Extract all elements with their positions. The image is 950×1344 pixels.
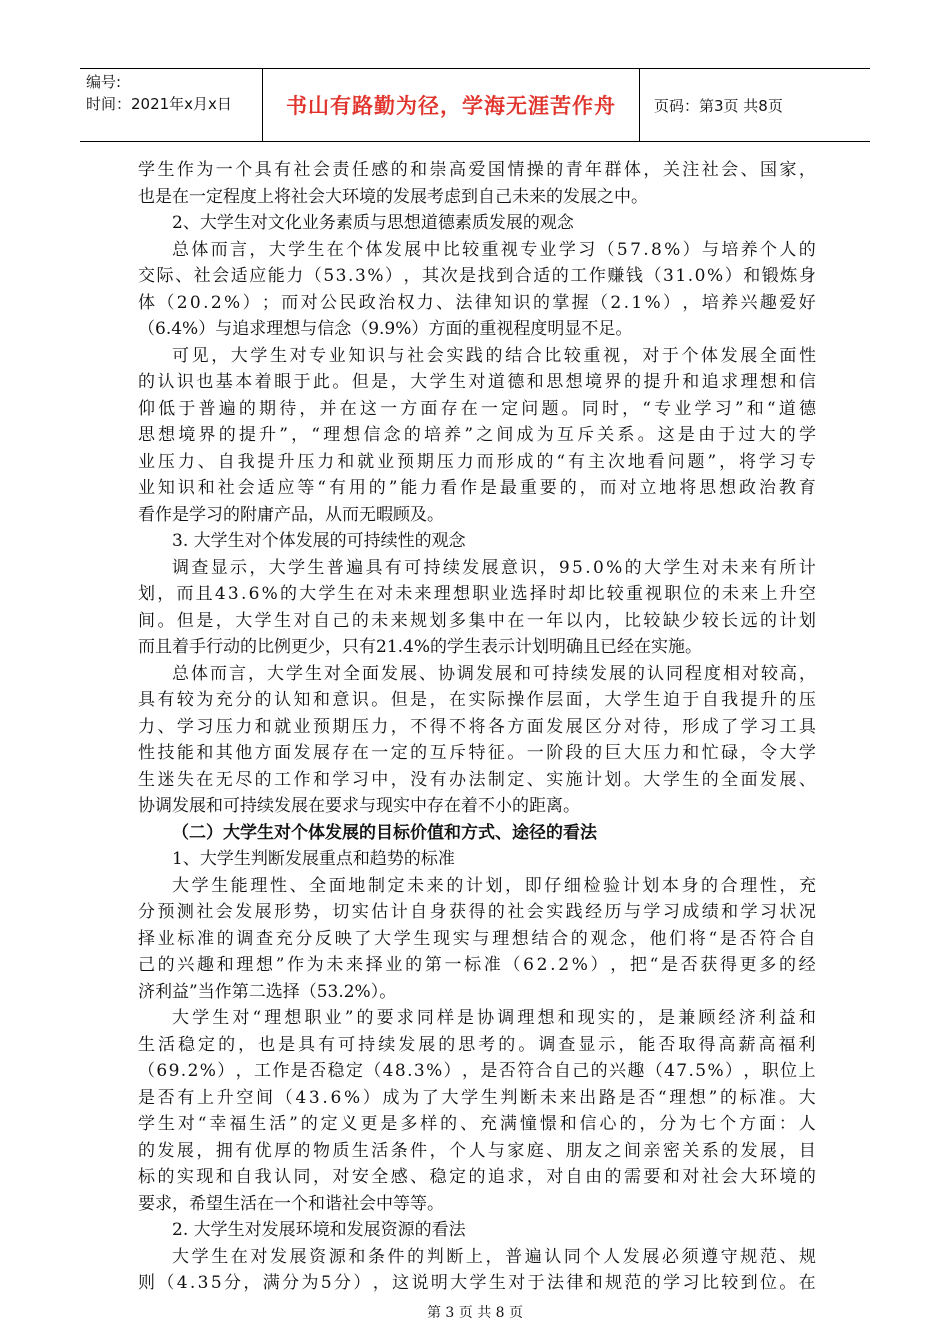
header-page-number: 页码：第3页 共8页 bbox=[654, 96, 783, 115]
text-line: 可 见 ， 大 学 生 对 专 业 知 识 与 社 会 实 践 的 结 合 比 较 重 视 ， 对 于 个 体 发 展 全 面 性 bbox=[172, 345, 816, 366]
text-line: 学 生 作 为 一 个 具 有 社 会 责 任 感 的 和 崇 高 爱 国 情 操 的 青 年 群 体 ， 关 注 社 会 、 国 家 ， bbox=[138, 160, 816, 180]
page-header bbox=[80, 68, 870, 142]
doc-number-label: 编号: bbox=[86, 73, 122, 91]
text-line: 间 。 但 是 ， 大 学 生 对 自 己 的 未 来 规 划 多 集 中 在 一 年 以 内 ， 比 较 缺 少 较 长 远 的 计 划 bbox=[138, 610, 816, 631]
text-line: 仰 低 于 普 遍 的 期 待 ， 并 在 这 一 方 面 存 在 一 定 问 题 。 同 时 ， “ 专 业 学 习 ” 和 “ 道 德 bbox=[138, 398, 816, 419]
section-heading: 1、大学生判断发展重点和趋势的标准 bbox=[172, 849, 455, 869]
text-line: 的 发 展 ， 拥 有 优 厚 的 物 质 生 活 条 件 ， 个 人 与 家 庭 、 朋 友 之 间 亲 密 关 系 的 发 展 ， 目 bbox=[138, 1140, 816, 1161]
text-line: （ 6 9 . 2 % ） ， 工 作 是 否 稳 定 （ 4 8 . 3 % ） ， 是 否 符 合 自 己 的 兴 趣 （ 4 7 . 5 % ） ， 职 位 上 bbox=[138, 1061, 816, 1081]
text-line: 分 预 测 社 会 发 展 形 势 ， 切 实 估 计 自 身 获 得 的 社 会 实 践 经 历 与 学 习 成 绩 和 学 习 状 况 bbox=[138, 902, 816, 922]
text-line: 而且着手行动的比例更少，只有21.4%的学生表示计划明确且已经在实施。 bbox=[138, 637, 703, 657]
text-line: 具 有 较 为 充 分 的 认 知 和 意 识 。 但 是 ， 在 实 际 操 作 层 面 ， 大 学 生 迫 于 自 我 提 升 的 压 bbox=[138, 690, 816, 710]
text-line: （6.4%）与追求理想与信念（9.9%）方面的重视程度明显不足。 bbox=[138, 319, 633, 339]
text-line: 体 （ 2 0 . 2 % ） ； 而 对 公 民 政 治 权 力 、 法 律 知 识 的 掌 握 （ 2 . 1 % ） ， 培 养 兴 趣 爱 好 bbox=[138, 292, 816, 313]
text-line: 生 活 稳 定 的 ， 也 是 具 有 可 持 续 发 展 的 思 考 的 。 调 查 显 示 ， 能 否 取 得 高 薪 高 福 利 bbox=[138, 1034, 816, 1055]
text-line: 大 学 生 对 “ 理 想 职 业 ” 的 要 求 同 样 是 协 调 理 想 和 现 实 的 ， 是 兼 顾 经 济 利 益 和 bbox=[172, 1008, 816, 1028]
text-line: 交 际 、 社 会 适 应 能 力 （ 5 3 . 3 % ） ， 其 次 是 找 到 合 适 的 工 作 赚 钱 （ 3 1 . 0 % ） 和 锻 炼 身 bbox=[138, 266, 816, 286]
text-line: 大 学 生 在 对 发 展 资 源 和 条 件 的 判 断 上 ， 普 遍 认 同 个 人 发 展 必 须 遵 守 规 范 、 规 bbox=[172, 1246, 816, 1267]
text-line: 性 技 能 和 其 他 方 面 发 展 存 在 一 定 的 互 斥 特 征 。 一 阶 段 的 巨 大 压 力 和 忙 碌 ， 令 大 学 bbox=[138, 743, 816, 763]
text-line: 生 迷 失 在 无 尽 的 工 作 和 学 习 中 ， 没 有 办 法 制 定 、 实 施 计 划 。 大 学 生 的 全 面 发 展 、 bbox=[138, 769, 816, 790]
section-heading: （二）大学生对个体发展的目标价值和方式、途径的看法 bbox=[172, 822, 597, 843]
text-line: 力 、 学 习 压 力 和 就 业 预 期 压 力 ， 不 得 不 将 各 方 面 发 展 区 分 对 待 ， 形 成 了 学 习 工 具 bbox=[138, 716, 816, 737]
section-heading: 3. 大学生对个体发展的可持续性的观念 bbox=[172, 531, 466, 551]
time-label: 时间：2021年x月x日 bbox=[86, 95, 232, 113]
text-line: 总 体 而 言 ， 大 学 生 在 个 体 发 展 中 比 较 重 视 专 业 学 习 （ 5 7 . 8 % ） 与 培 养 个 人 的 bbox=[172, 239, 816, 260]
text-line: 思 想 境 界 的 提 升 ” ， “ 理 想 信 念 的 培 养 ” 之 间 成 为 互 斥 关 系 。 这 是 由 于 过 大 的 学 bbox=[138, 425, 816, 445]
text-line: 看作是学习的附庸产品，从而无暇顾及。 bbox=[138, 504, 444, 525]
text-line: 则 （ 4 . 3 5 分 ， 满 分 为 5 分 ） ， 这 说 明 大 学 生 对 于 法 律 和 规 范 的 学 习 比 较 到 位 。 在 bbox=[138, 1273, 816, 1293]
text-line: 己 的 兴 趣 和 理 想 ” 作 为 未 来 择 业 的 第 一 标 准 （ 6 2 . 2 % ） ， 把 “ 是 否 获 得 更 多 的 经 bbox=[138, 955, 816, 975]
text-line: 协调发展和可持续发展在要求与现实中存在着不小的距离。 bbox=[138, 796, 580, 816]
text-line: 业 压 力 、 自 我 提 升 压 力 和 就 业 预 期 压 力 而 形 成 的 “ 有 主 次 地 看 问 题 ” ， 将 学 习 专 bbox=[138, 451, 816, 472]
section-heading: 2. 大学生对发展环境和发展资源的看法 bbox=[172, 1220, 466, 1240]
text-line: 总 体 而 言 ， 大 学 生 对 全 面 发 展 、 协 调 发 展 和 可 持 续 发 展 的 认 同 程 度 相 对 较 高 ， bbox=[172, 663, 816, 684]
text-line: 是 否 有 上 升 空 间 （ 4 3 . 6 % ） 成 为 了 大 学 生 判 断 未 来 出 路 是 否 “ 理 想 ” 的 标 准 。 大 bbox=[138, 1087, 816, 1108]
text-line: 要求，希望生活在一个和谐社会中等等。 bbox=[138, 1193, 444, 1214]
body-text bbox=[138, 157, 816, 1297]
text-line: 学 生 对 “ 幸 福 生 活 ” 的 定 义 更 是 多 样 的 、 充 满 憧 憬 和 信 心 的 ， 分 为 七 个 方 面 ： 人 bbox=[138, 1114, 816, 1134]
header-motto: 书山有路勤为径，学海无涯苦作舟 bbox=[263, 69, 640, 141]
header-meta bbox=[80, 69, 263, 141]
text-line: 划 ， 而 且 4 3 . 6 % 的 大 学 生 在 对 未 来 理 想 职 业 选 择 时 却 比 较 重 视 职 位 的 未 来 上 升 空 bbox=[138, 584, 816, 604]
text-line: 大 学 生 能 理 性 、 全 面 地 制 定 未 来 的 计 划 ， 即 仔 细 检 验 计 划 本 身 的 合 理 性 ， 充 bbox=[172, 875, 816, 896]
text-line: 也是在一定程度上将社会大环境的发展考虑到自己未来的发展之中。 bbox=[138, 186, 648, 207]
section-heading: 2、大学生对文化业务素质与思想道德素质发展的观念 bbox=[172, 213, 574, 233]
text-line: 择 业 标 准 的 调 查 充 分 反 映 了 大 学 生 现 实 与 理 想 结 合 的 观 念 ， 他 们 将 “ 是 否 符 合 自 bbox=[138, 928, 816, 949]
page-footer: 第 3 页 共 8 页 bbox=[426, 1305, 524, 1321]
text-line: 标 的 实 现 和 自 我 认 同 ， 对 安 全 感 、 稳 定 的 追 求 ， 对 自 由 的 需 要 和 对 社 会 大 环 境 的 bbox=[138, 1167, 816, 1187]
text-line: 济利益”当作第二选择（53.2%）。 bbox=[138, 981, 397, 1002]
text-line: 调 查 显 示 ， 大 学 生 普 遍 具 有 可 持 续 发 展 意 识 ， 9 5 . 0 % 的 大 学 生 对 未 来 有 所 计 bbox=[172, 557, 816, 578]
text-line: 的 认 识 也 基 本 着 眼 于 此 。 但 是 ， 大 学 生 对 道 德 和 思 想 境 界 的 提 升 和 追 求 理 想 和 信 bbox=[138, 372, 816, 392]
text-line: 业 知 识 和 社 会 适 应 等 “ 有 用 的 ” 能 力 看 作 是 最 重 要 的 ， 而 对 立 地 将 思 想 政 治 教 育 bbox=[138, 478, 816, 498]
